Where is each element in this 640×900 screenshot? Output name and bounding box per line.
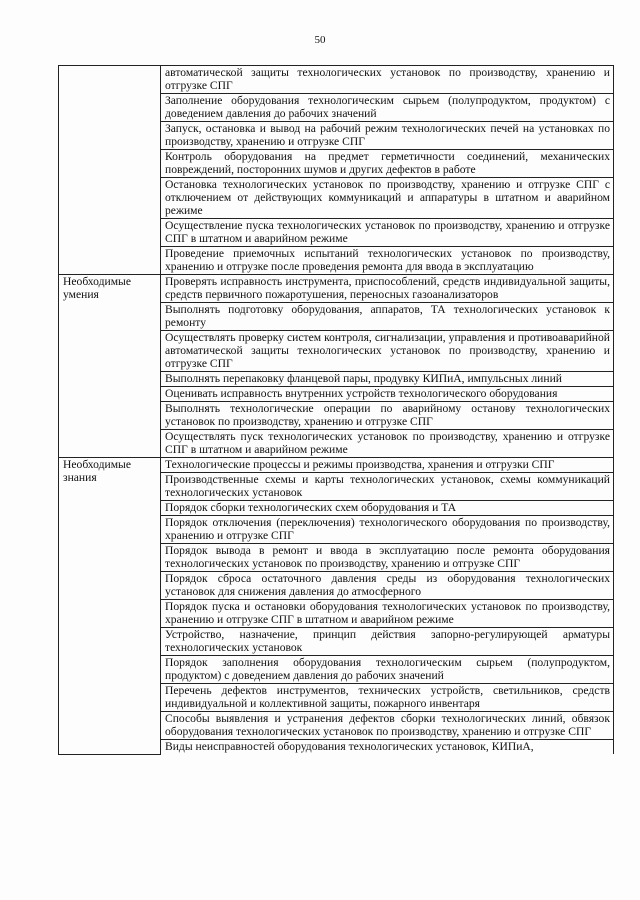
requirement-item: Порядок сброса остаточного давления среды из оборудования технологических установок для снижения давления до атмосферного xyxy=(161,572,614,600)
requirement-item: Запуск, остановка и вывод на рабочий режим технологических печей на установках по производству, хранению и отгрузке СПГ xyxy=(161,122,614,150)
requirement-item: Проверять исправность инструмента, приспособлений, средств индивидуальной защиты, средств первичного пожаротушения, переносных газоанализаторов xyxy=(161,275,614,303)
requirements-table xyxy=(58,65,614,755)
page-number: 50 xyxy=(314,34,326,46)
requirement-item: Выполнять подготовку оборудования, аппаратов, ТА технологических установок к ремонту xyxy=(161,303,614,331)
requirement-item: Порядок вывода в ремонт и ввода в эксплуатацию после ремонта оборудования технологических установок по производству, хранению и отгрузке СПГ xyxy=(161,544,614,572)
requirement-item: Порядок сборки технологических схем оборудования и ТА xyxy=(161,501,614,516)
requirement-item: Выполнять технологические операции по аварийному останову технологических установок по производству, хранению и отгрузке СПГ xyxy=(161,402,614,430)
requirement-item: Оценивать исправность внутренних устройств технологического оборудования xyxy=(161,387,614,402)
requirement-item: Порядок заполнения оборудования технологическим сырьем (полупродуктом, продуктом) с доведением давления до рабочих значений xyxy=(161,656,614,684)
section-label xyxy=(59,66,161,275)
requirement-item: Устройство, назначение, принцип действия запорно-регулирующей арматуры технологических установок xyxy=(161,628,614,656)
requirements-table-body xyxy=(59,66,614,755)
requirement-item: Проведение приемочных испытаний технологических установок по производству, хранению и отгрузке после проведения ремонта для ввода в эксплуатацию xyxy=(161,247,614,275)
section-label: Необходимые знания xyxy=(59,458,161,755)
table-row xyxy=(59,458,614,473)
requirement-item: Остановка технологических установок по производству, хранению и отгрузке СПГ с отключением от действующих коммуникаций и аппаратуры в штатном и аварийном режиме xyxy=(161,178,614,219)
requirement-item: Выполнять перепаковку фланцевой пары, продувку КИПиА, импульсных линий xyxy=(161,372,614,387)
requirement-item: Виды неисправностей оборудования технологических установок, КИПиА, xyxy=(161,740,614,755)
requirement-item: Производственные схемы и карты технологических установок, схемы коммуникаций технологических установок xyxy=(161,473,614,501)
requirement-item: Осуществлять пуск технологических установок по производству, хранению и отгрузке СПГ в штатном и аварийном режиме xyxy=(161,430,614,458)
requirement-item: Способы выявления и устранения дефектов сборки технологических линий, обвязок оборудования технологических установок по производству, хранению и отгрузке СПГ xyxy=(161,712,614,740)
table-row xyxy=(59,66,614,94)
requirement-item: автоматической защиты технологических установок по производству, хранению и отгрузке СПГ xyxy=(161,66,614,94)
table-row xyxy=(59,275,614,303)
requirement-item: Порядок отключения (переключения) технологического оборудования по производству, хранению и отгрузке СПГ xyxy=(161,516,614,544)
requirement-item: Осуществлять проверку систем контроля, сигнализации, управления и противоаварийной автоматической защиты технологических установок по производству, хранению и отгрузке СПГ xyxy=(161,331,614,372)
requirement-item: Перечень дефектов инструментов, технических устройств, светильников, средств индивидуальной и коллективной защиты, пожарного инвентаря xyxy=(161,684,614,712)
requirement-item: Технологические процессы и режимы производства, хранения и отгрузки СПГ xyxy=(161,458,614,473)
requirement-item: Контроль оборудования на предмет герметичности соединений, механических повреждений, посторонних шумов и других дефектов в работе xyxy=(161,150,614,178)
requirement-item: Заполнение оборудования технологическим сырьем (полупродуктом, продуктом) с доведением давления до рабочих значений xyxy=(161,94,614,122)
requirement-item: Порядок пуска и остановки оборудования технологических установок по производству, хранению и отгрузке СПГ в штатном и аварийном режиме xyxy=(161,600,614,628)
requirement-item: Осуществление пуска технологических установок по производству, хранению и отгрузке СПГ в штатном и аварийном режиме xyxy=(161,219,614,247)
section-label: Необходимые умения xyxy=(59,275,161,458)
